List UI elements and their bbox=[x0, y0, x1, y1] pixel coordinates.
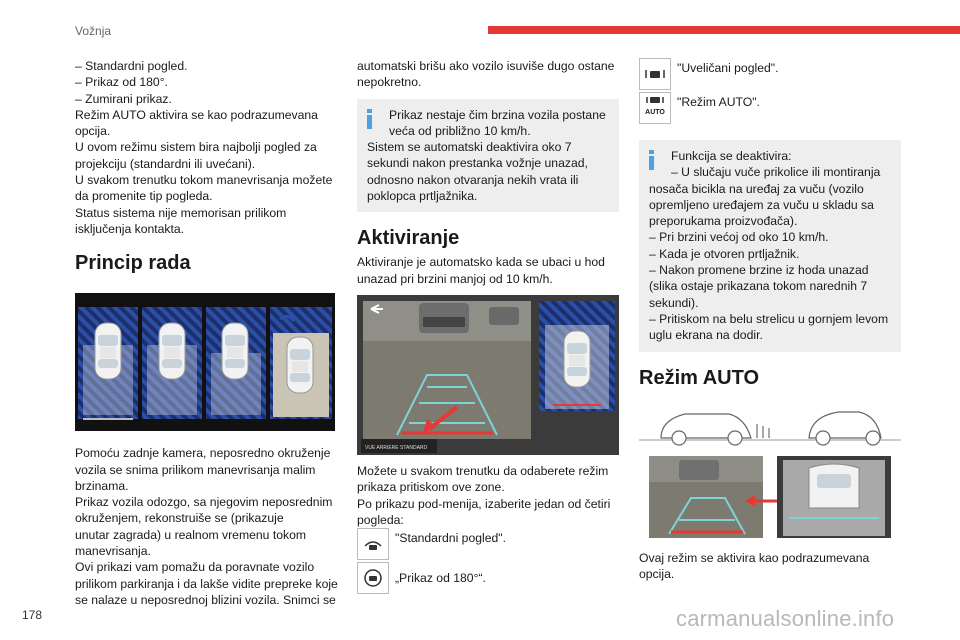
text-line: Funkcija se deaktivira: bbox=[671, 149, 792, 163]
text-line: da promenite tip pogleda. bbox=[75, 189, 213, 204]
body-text bbox=[639, 550, 901, 583]
text-line: Ovi prikazi vam pomažu da poravnate vozilo bbox=[75, 560, 315, 575]
rear-camera-screen-illustration bbox=[357, 295, 619, 455]
text-line: nosača bicikla na uređaj za vuču (vozilo bbox=[649, 181, 864, 196]
text-line: Sistem se automatski deaktivira oko 7 bbox=[367, 140, 572, 155]
header-title: Vožnja bbox=[75, 24, 112, 38]
section-heading-aktiviranje: Aktiviranje bbox=[357, 227, 460, 250]
info-icon bbox=[649, 150, 654, 170]
option-auto-mode bbox=[639, 92, 901, 124]
text-line: isključenja kontakta. bbox=[75, 221, 185, 236]
text-line: – Prikaz od 180°. bbox=[75, 75, 168, 90]
text-line: odnosno nakon otvaranja nekih vrata ili bbox=[367, 172, 579, 187]
body-text bbox=[75, 445, 337, 608]
text-line: poklopca prtljažnika. bbox=[367, 189, 478, 204]
column-1 bbox=[75, 58, 337, 608]
text-line: manevrisanja. bbox=[75, 544, 151, 559]
text-line: automatski brišu ako vozilo isuviše dugo ostane bbox=[357, 59, 615, 73]
text-line: – Pri brzini većoj od oko 10 km/h. bbox=[649, 230, 829, 245]
text-line: Pomoću zadnje kamera, neposredno okruženje bbox=[75, 446, 331, 461]
auto-mode-icon bbox=[639, 92, 671, 124]
view-panel-1 bbox=[78, 307, 138, 419]
view-panel-4 bbox=[270, 307, 332, 419]
text-line: opcija. bbox=[75, 124, 111, 139]
section-heading-rezim-auto: Režim AUTO bbox=[639, 366, 760, 389]
text-line: Režim AUTO aktivira se kao podrazumevana bbox=[75, 107, 318, 122]
watermark: carmanualsonline.info bbox=[676, 606, 895, 631]
top-view-small bbox=[777, 456, 891, 538]
page-number: 178 bbox=[22, 608, 43, 622]
text-line: prilikom parkiranja i da lakše vidite prepreke koje bbox=[75, 576, 338, 591]
text-line: pogleda: bbox=[357, 512, 404, 527]
option-label: "Standardni pogled". bbox=[395, 531, 506, 546]
column-2 bbox=[357, 58, 619, 594]
standard-view-icon bbox=[357, 528, 389, 560]
text-line: – U slučaju vuče prikolice ili montiranja bbox=[671, 165, 881, 180]
text-line: se nalaze u neposrednoj blizini vozila. Snimci se bbox=[75, 592, 336, 607]
text-line: brzinama. bbox=[75, 478, 129, 493]
text-line: projekciju (standardni ili uvećani). bbox=[75, 156, 256, 171]
screen-caption: VUE ARRIERE STANDARD bbox=[365, 444, 428, 451]
text-line: prikaza pritiskom ove zone. bbox=[357, 480, 505, 495]
zoom-view-icon bbox=[639, 58, 671, 90]
text-line: Prikaz vozila odozgo, sa njegovim neposrednim bbox=[75, 495, 333, 510]
info-note bbox=[639, 140, 901, 352]
text-line: – Zumirani prikaz. bbox=[75, 91, 172, 106]
camera-view bbox=[363, 301, 531, 439]
activation-text bbox=[357, 254, 619, 287]
text-line: – Pritiskom na belu strelicu u gornjem levom bbox=[649, 311, 889, 326]
info-note bbox=[357, 99, 619, 213]
top-view-illustration bbox=[75, 293, 335, 431]
text-line: unutar zagrada) u realnom vremenu tokom bbox=[75, 527, 307, 542]
text-line: opremljeno uređajem za vuču u skladu sa bbox=[649, 197, 874, 212]
text-line: U ovom režimu sistem bira najbolji pogled za bbox=[75, 140, 317, 155]
option-label: "Uveličani pogled". bbox=[677, 61, 779, 75]
text-line: U svakom trenutku tokom manevrisanja možete bbox=[75, 173, 333, 188]
text-line: Status sistema nije memorisan prilikom bbox=[75, 205, 287, 220]
auto-mode-cars-illustration bbox=[639, 396, 901, 450]
column-3 bbox=[639, 58, 901, 582]
text-line: – Nakon promene brzine iz hoda unazad bbox=[649, 263, 869, 278]
text-line: okruženjem, rekonstruiše se (prikazuje bbox=[75, 511, 284, 526]
text-line: – Kada je otvoren prtljažnik. bbox=[649, 246, 800, 261]
text-line: sekundi). bbox=[649, 295, 699, 310]
text-line: (slika ostaje prikazana tokom narednih 7 bbox=[649, 279, 868, 294]
option-standard-view bbox=[357, 528, 619, 560]
auto-mode-screens-illustration bbox=[639, 454, 901, 540]
body-text bbox=[357, 463, 619, 528]
header-red-bar bbox=[488, 26, 960, 34]
text-line: nepokretno. bbox=[357, 75, 422, 90]
text-line: sekundi nakon prestanka vožnje unazad, bbox=[367, 156, 588, 171]
option-zoom-view bbox=[639, 58, 901, 90]
text-line: Prikaz nestaje čim brzina vozila postane bbox=[389, 107, 606, 122]
text-line: veća od približno 10 km/h. bbox=[389, 123, 531, 138]
view-panel-2 bbox=[142, 307, 202, 419]
text-line: vozila se snima prilikom manevrisanja malim bbox=[75, 462, 316, 477]
text-line: unazad pri brzini manjoj od 10 km/h. bbox=[357, 271, 553, 286]
option-label: "Režim AUTO". bbox=[677, 95, 760, 109]
text-line: Po prikazu pod-menija, izaberite jedan od četiri bbox=[357, 496, 611, 511]
auto-icon-text: AUTO bbox=[645, 108, 665, 116]
option-180-view bbox=[357, 562, 619, 594]
option-label: „Prikaz od 180°“. bbox=[395, 571, 486, 586]
text-line: uglu ekrana na dodir. bbox=[649, 328, 763, 343]
180-view-icon bbox=[357, 562, 389, 594]
info-icon bbox=[367, 109, 372, 129]
camera-view-small bbox=[649, 456, 763, 538]
text-line: Ovaj režim se aktivira kao podrazumevana bbox=[639, 550, 870, 565]
view-panel-3 bbox=[206, 307, 266, 419]
text-line: Aktiviranje je automatsko kada se ubaci u hod bbox=[357, 255, 605, 270]
intro-text bbox=[357, 58, 619, 91]
text-line: preporukama proizvođača). bbox=[649, 214, 798, 229]
intro-text bbox=[75, 58, 337, 237]
top-view-panel bbox=[539, 301, 615, 411]
text-line: Možete u svakom trenutku da odaberete režim bbox=[357, 463, 609, 478]
text-line: opcija. bbox=[639, 566, 675, 581]
text-line: – Standardni pogled. bbox=[75, 59, 188, 73]
section-heading-princip-rada: Princip rada bbox=[75, 252, 191, 275]
